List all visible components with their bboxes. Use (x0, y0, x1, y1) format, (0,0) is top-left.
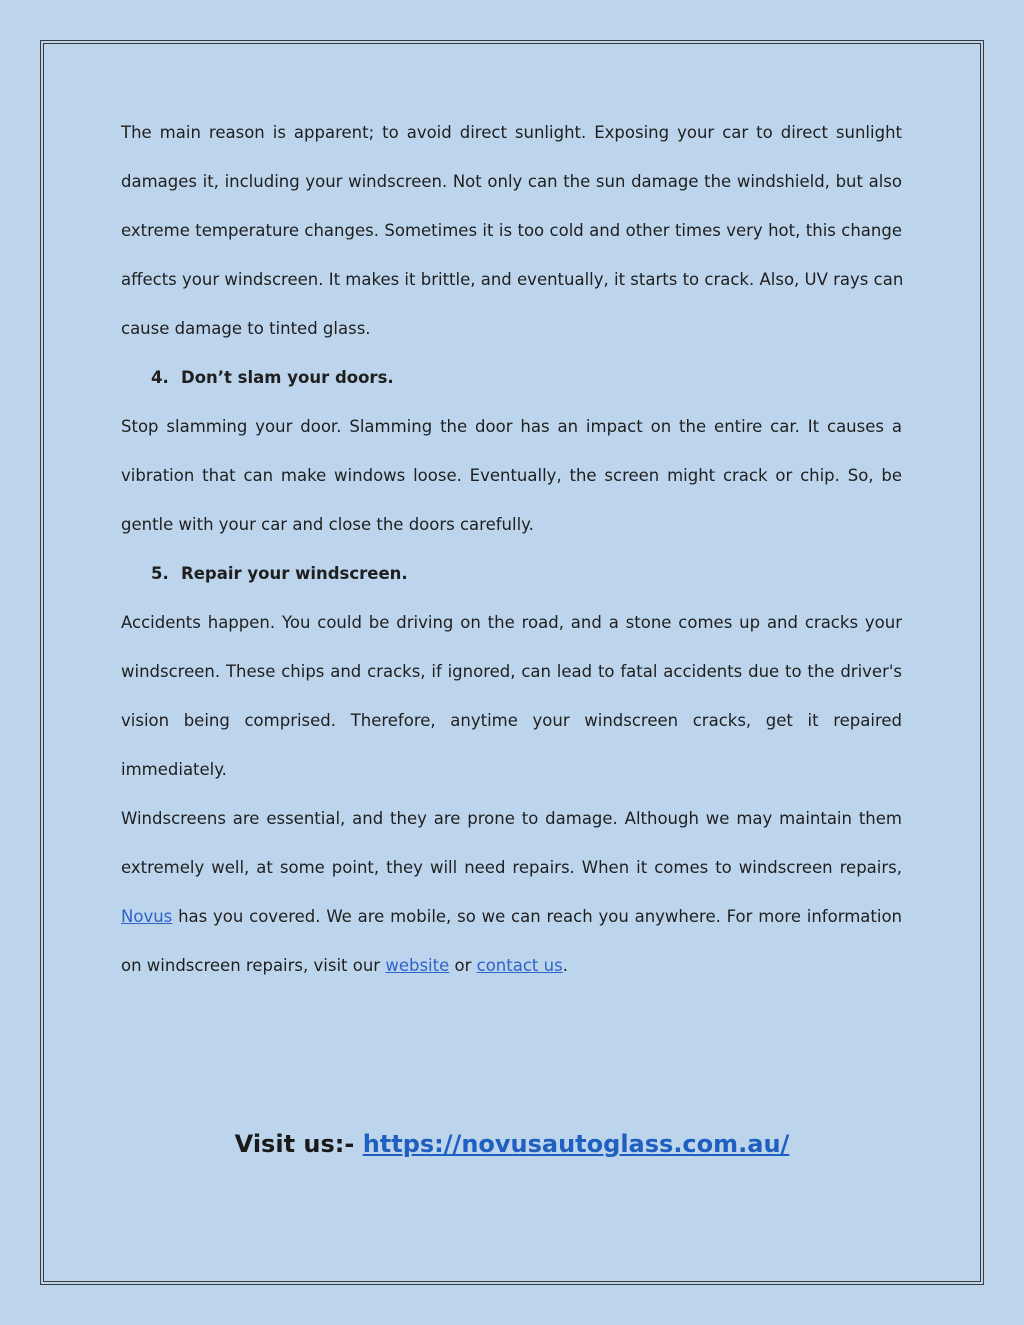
paragraph-line: windscreen. These chips and cracks, if ignored, can lead to fatal accidents due to the driver's (121, 662, 902, 681)
paragraph-line: Windscreens are essential, and they are prone to damage. Although we may maintain them (121, 809, 902, 828)
site-url-link[interactable]: https://novusautoglass.com.au/ (362, 1130, 790, 1158)
heading-text: Repair your windscreen. (181, 564, 408, 583)
paragraph-line: affects your windscreen. It makes it brittle, and eventually, it starts to crack. Also, UV rays can (121, 270, 904, 289)
paragraph-line (121, 892, 902, 941)
document-body (121, 108, 902, 990)
website-link[interactable]: website (385, 956, 450, 975)
paragraph-line: The main reason is apparent; to avoid direct sunlight. Exposing your car to direct sunlight (121, 123, 902, 142)
paragraph-line: immediately. (121, 760, 227, 779)
contact-us-link[interactable]: contact us (476, 956, 563, 975)
paragraph-line: Stop slamming your door. Slamming the door has an impact on the entire car. It causes a (121, 417, 902, 436)
paragraph-line: extremely well, at some point, they will need repairs. When it comes to windscreen repairs, (121, 858, 902, 877)
paragraph-line: cause damage to tinted glass. (121, 319, 371, 338)
paragraph-line: vision being comprised. Therefore, anytime your windscreen cracks, get it repaired (121, 711, 902, 730)
section-heading-5 (121, 549, 902, 598)
paragraph-text: has you covered. We are mobile, so we can reach you anywhere. For more information (172, 907, 902, 926)
paragraph-text: or (449, 956, 477, 975)
visit-us-footer (0, 1130, 1024, 1158)
paragraph-line: Accidents happen. You could be driving on the road, and a stone comes up and cracks your (121, 613, 902, 632)
section-heading-4 (121, 353, 902, 402)
heading-text: Don’t slam your doors. (181, 368, 394, 387)
heading-number: 5. (151, 564, 169, 583)
paragraph-line: extreme temperature changes. Sometimes it is too cold and other times very hot, this change (121, 221, 902, 240)
paragraph-line: damages it, including your windscreen. Not only can the sun damage the windshield, but also (121, 172, 902, 191)
paragraph-text: on windscreen repairs, visit our (121, 956, 386, 975)
paragraph-line: gentle with your car and close the doors carefully. (121, 515, 534, 534)
visit-us-label: Visit us:- (234, 1130, 363, 1158)
paragraph-line: vibration that can make windows loose. Eventually, the screen might crack or chip. So, be (121, 466, 902, 485)
paragraph-text: . (562, 956, 568, 975)
novus-link[interactable]: Novus (121, 907, 173, 926)
heading-number: 4. (151, 368, 169, 387)
paragraph-line (121, 941, 902, 990)
